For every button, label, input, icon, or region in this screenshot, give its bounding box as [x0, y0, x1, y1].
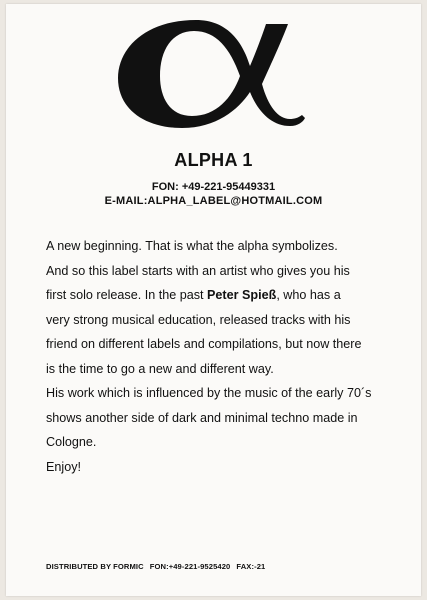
text-span: friend on different labels and compilations, but now there: [46, 337, 362, 351]
artist-name: Peter Spieß: [207, 288, 277, 302]
text-span: His work which is influenced by the music of the early 70´s: [46, 386, 372, 400]
text-line: [46, 359, 406, 384]
text-span: first solo release. In the past: [46, 288, 208, 302]
text-span: A new beginning. That is what the alpha symbolizes.: [46, 239, 338, 253]
text-span: very strong musical education, released tracks with his: [46, 312, 351, 327]
text-line: [46, 261, 406, 286]
text-line: [46, 334, 406, 359]
text-span: , who has a: [276, 288, 341, 302]
text-line: [46, 285, 406, 310]
text-line: [46, 408, 406, 433]
body-text: [46, 236, 406, 481]
text-line: [46, 383, 406, 408]
page-title: ALPHA 1: [174, 150, 253, 170]
text-span: is the time to go a new and different way.: [46, 361, 274, 376]
text-line: [46, 310, 406, 335]
alpha-logo-icon: [116, 14, 306, 132]
text-line: [46, 236, 406, 261]
text-span: shows another side of dark and minimal techno made in: [46, 410, 358, 425]
text-span: Cologne.: [46, 435, 97, 449]
phone-number: FON: +49-221-95449331: [151, 181, 276, 193]
distributor-fax: FAX:-21: [236, 562, 266, 571]
text-span: And so this label starts with an artist who gives you his: [46, 263, 350, 278]
text-line: [46, 432, 406, 457]
distributor-label: DISTRIBUTED BY FORMIC: [46, 562, 144, 571]
footer-distribution: [46, 562, 271, 571]
closing-line: Enjoy!: [46, 459, 82, 474]
distributor-phone: FON:+49-221-9525420: [149, 562, 231, 571]
email-address: E-MAIL:ALPHA_LABEL@HOTMAIL.COM: [104, 195, 323, 207]
